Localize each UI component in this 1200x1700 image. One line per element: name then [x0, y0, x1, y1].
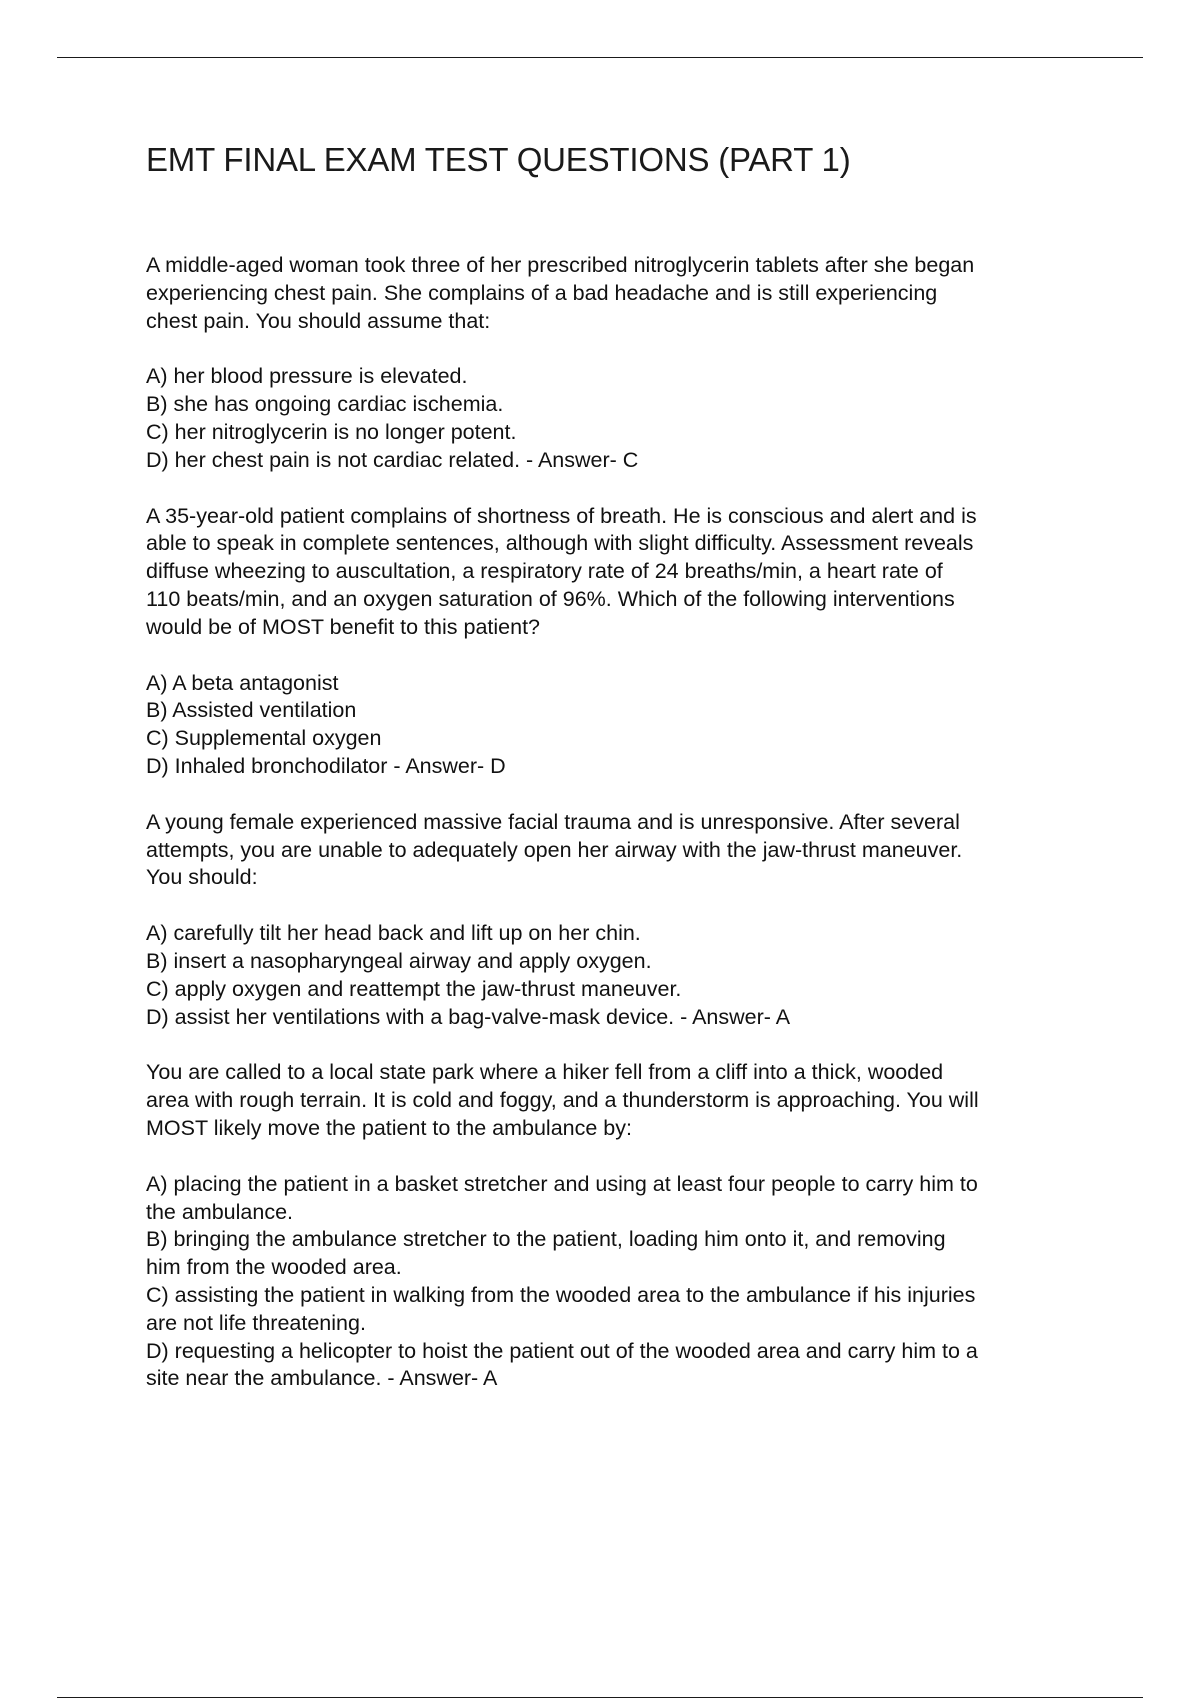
question-3	[146, 809, 1096, 1032]
option-d: D) requesting a helicopter to hoist the patient out of the wooded area and carry him to a site near the ambulance. - Answer- A	[146, 1338, 978, 1391]
question-stem: A 35-year-old patient complains of shortness of breath. He is conscious and alert and is able to speak in complete sentences, although with slight difficulty. Assessment reveals diffuse wheezing to auscultation, a respiratory rate of 24 breaths/min, a heart rate of 110 beats/min, and an oxygen saturation of 96%. Which of the following interventions would be of MOST benefit to this patient?	[146, 503, 977, 639]
option-a: A) her blood pressure is elevated.	[146, 364, 468, 389]
option-b: B) bringing the ambulance stretcher to the patient, loading him onto it, and removing him from the wooded area.	[146, 1227, 946, 1280]
option-d: D) her chest pain is not cardiac related. - Answer- C	[146, 447, 639, 472]
bottom-rule	[57, 1697, 1143, 1698]
option-a: A) placing the patient in a basket stretcher and using at least four people to carry him to the ambulance.	[146, 1171, 978, 1224]
answer-options	[146, 363, 1096, 474]
question-stem: A young female experienced massive facial trauma and is unresponsive. After several attempts, you are unable to adequately open her airway with the jaw-thrust maneuver. You should:	[146, 809, 963, 890]
answer-options	[146, 670, 1096, 781]
option-b: B) Assisted ventilation	[146, 698, 357, 723]
document-page	[146, 140, 1096, 1421]
option-c: C) her nitroglycerin is no longer potent.	[146, 419, 517, 444]
option-c: C) apply oxygen and reattempt the jaw-thrust maneuver.	[146, 976, 682, 1001]
question-1	[146, 252, 1096, 475]
question-stem: A middle-aged woman took three of her prescribed nitroglycerin tablets after she began experiencing chest pain. She complains of a bad headache and is still experiencing chest pain. You should assume that:	[146, 253, 975, 333]
answer-options	[146, 920, 1096, 1031]
option-c: C) Supplemental oxygen	[146, 726, 382, 751]
page-title: EMT FINAL EXAM TEST QUESTIONS (PART 1)	[146, 141, 851, 178]
option-b: B) she has ongoing cardiac ischemia.	[146, 392, 504, 417]
question-list	[146, 252, 1096, 1393]
option-c: C) assisting the patient in walking from the wooded area to the ambulance if his injuries are not life threatening.	[146, 1282, 976, 1335]
top-rule	[57, 57, 1143, 58]
option-d: D) assist her ventilations with a bag-valve-mask device. - Answer- A	[146, 1004, 791, 1029]
option-b: B) insert a nasopharyngeal airway and apply oxygen.	[146, 948, 652, 973]
question-2	[146, 503, 1096, 781]
answer-options	[146, 1171, 1096, 1393]
option-a: A) A beta antagonist	[146, 670, 339, 695]
option-a: A) carefully tilt her head back and lift up on her chin.	[146, 921, 641, 946]
option-d: D) Inhaled bronchodilator - Answer- D	[146, 753, 506, 778]
question-4	[146, 1059, 1096, 1393]
question-stem: You are called to a local state park where a hiker fell from a cliff into a thick, wooded area with rough terrain. It is cold and foggy, and a thunderstorm is approaching. You will MOST likely move the patient to the ambulance by:	[146, 1060, 979, 1140]
